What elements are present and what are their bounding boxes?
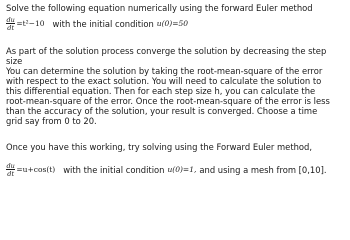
initial-condition: u(0)=1, (167, 164, 197, 174)
equation-rhs: =t²−10 (16, 18, 45, 28)
paragraph-convergence (6, 46, 330, 126)
paragraph-line: root-mean-square of the error. Once the root-mean-square of the error is less (6, 96, 330, 106)
equation-rhs: =u+cos(t) (16, 164, 56, 174)
paragraph-line: You can determine the solution by taking the root-mean-square of the error (6, 66, 323, 76)
paragraph-line: this differential equation. Then for each step size h, you can calculate the (6, 86, 316, 96)
mesh-text: and using a mesh from [0,10]. (199, 164, 327, 175)
derivative-fraction (6, 17, 15, 31)
condition-text: with the initial condition (63, 164, 165, 175)
equation-1 (6, 17, 188, 31)
paragraph-line: As part of the solution process converge the solution by decreasing the step (6, 46, 327, 56)
paragraph-line: size (6, 56, 23, 66)
fraction-denominator: dt (7, 23, 15, 32)
fraction-numerator: du (6, 162, 15, 170)
fraction-numerator: du (6, 16, 15, 24)
fraction-denominator: dt (7, 169, 15, 178)
intro-text: Solve the following equation numerically using the forward Euler method (6, 3, 313, 13)
paragraph-line: grid say from 0 to 20. (6, 116, 97, 126)
paragraph-line: than the accuracy of the solution, your result is converged. Choose a time (6, 106, 318, 116)
paragraph-line: with respect to the exact solution. You will need to calculate the solution to (6, 76, 322, 86)
derivative-fraction (6, 163, 15, 177)
condition-text: with the initial condition (52, 18, 154, 29)
initial-condition: u(0)=50 (156, 18, 189, 28)
equation-2 (6, 163, 327, 177)
paragraph-forward-euler: Once you have this working, try solving using the Forward Euler method, (6, 142, 313, 152)
